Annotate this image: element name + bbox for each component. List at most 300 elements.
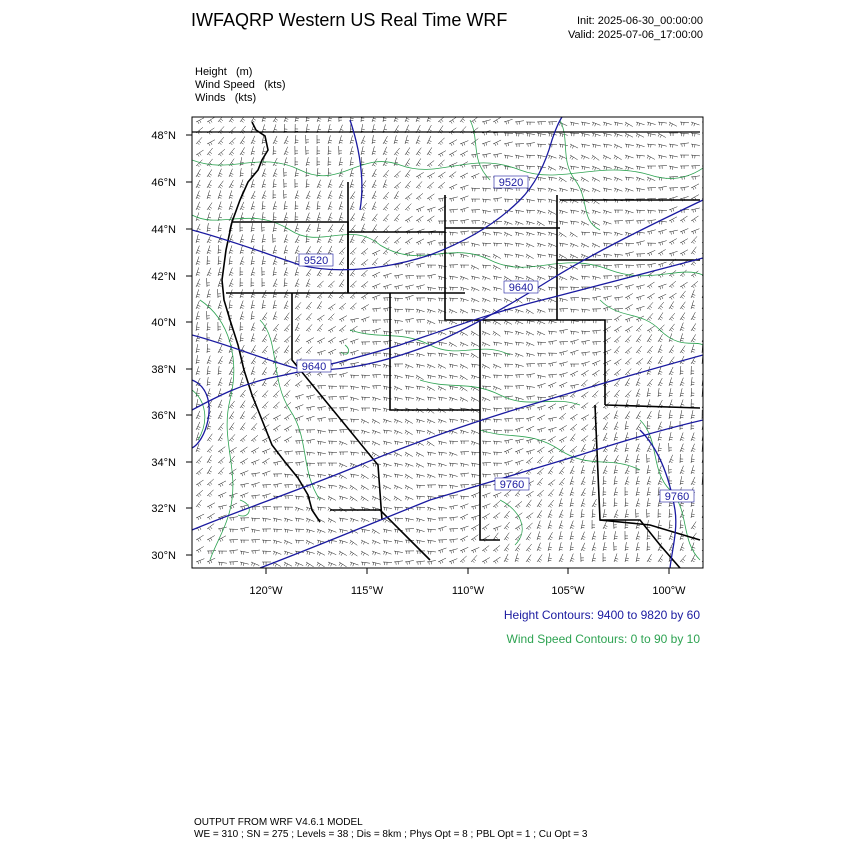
wind-barb [614, 210, 623, 213]
wind-barb [537, 531, 541, 540]
wind-barb [229, 447, 237, 453]
wind-barb [460, 242, 469, 246]
wind-barb [427, 182, 434, 189]
wind-barb [647, 263, 656, 267]
wind-barb [625, 210, 634, 214]
wind-barb [317, 407, 326, 411]
wind-barb [394, 485, 402, 489]
wind-barb [471, 397, 479, 402]
wind-barb [262, 169, 266, 177]
wind-barb [658, 229, 667, 234]
wind-barb [438, 353, 447, 357]
wind-barb [614, 284, 623, 289]
wind-barb [449, 298, 458, 301]
wind-barb [339, 429, 348, 433]
wind-barb [526, 500, 531, 508]
wind-barb [471, 173, 479, 179]
wind-barb [416, 430, 425, 434]
wind-barb [328, 224, 333, 232]
wind-barb [372, 540, 380, 544]
wind-barb [350, 386, 359, 390]
wind-barb [416, 319, 425, 323]
wind-barb [284, 507, 293, 510]
wind-barb [614, 336, 621, 343]
wind-barb [570, 232, 578, 237]
map-title: IWFAQRP Western US Real Time WRF [191, 10, 508, 30]
wind-barb [218, 202, 222, 210]
wind-barb [460, 219, 469, 223]
wind-barb [471, 298, 479, 302]
wind-barb [603, 369, 610, 376]
wind-barb [669, 122, 677, 127]
wind-barb [548, 436, 556, 442]
wind-barb [581, 425, 588, 432]
wind-barb [658, 334, 663, 342]
wind-barb [548, 287, 557, 291]
wind-barb [240, 333, 244, 342]
wind-barb [207, 159, 213, 167]
wind-barb [460, 526, 469, 531]
wind-barb [691, 465, 695, 474]
wind-barb [339, 280, 344, 288]
wind-barb [416, 507, 425, 510]
wind-barb [658, 388, 661, 397]
wind-barb [647, 487, 651, 496]
wind-barb [295, 179, 298, 188]
wind-barb [592, 465, 596, 474]
wind-barb [284, 551, 293, 555]
wind-barb [317, 324, 323, 331]
wind-barb [625, 285, 634, 290]
wind-barb [284, 474, 293, 478]
wind-barb [416, 136, 420, 144]
wind-barb [383, 237, 389, 244]
wind-barb [493, 441, 502, 444]
wind-barb [460, 484, 469, 487]
wind-barb [460, 265, 469, 268]
wind-barb [427, 507, 436, 511]
wind-barb [196, 279, 200, 287]
lat-label: 32°N [151, 503, 176, 515]
wind-barb [383, 284, 392, 289]
wind-barb [405, 193, 412, 200]
wind-barb [339, 529, 348, 533]
wind-barb [548, 542, 552, 551]
wind-barb [449, 140, 457, 146]
wind-barb [482, 485, 491, 488]
wind-barb [350, 540, 358, 545]
wind-barb [471, 535, 478, 542]
wind-barb [647, 554, 652, 562]
wind-barb [405, 158, 410, 166]
wind-barb [207, 256, 210, 265]
wind-barb [658, 133, 666, 138]
wind-barb [449, 287, 458, 290]
wind-barb [614, 554, 618, 562]
wind-barb [251, 191, 256, 199]
wind-barb [306, 338, 314, 344]
wind-barb [295, 223, 299, 232]
wind-barb [482, 254, 490, 258]
wind-barb [559, 232, 567, 237]
wind-barb [394, 214, 400, 221]
wind-barb [317, 281, 324, 288]
wind-barb [361, 146, 365, 155]
wind-barb [196, 301, 200, 309]
wind-barb [669, 509, 672, 518]
wind-barb [306, 562, 314, 567]
wind-barb [636, 553, 640, 562]
wind-barb [361, 474, 369, 479]
wind-barb [548, 532, 553, 540]
wind-barb [526, 438, 535, 443]
lon-label: 105°W [551, 585, 585, 597]
wind-barb [526, 210, 535, 213]
wind-barb [691, 509, 695, 518]
wind-barb [394, 364, 403, 367]
wind-barb [460, 185, 469, 190]
wind-barb [614, 422, 618, 430]
wind-barb [647, 357, 652, 365]
wind-barb [614, 122, 623, 126]
wind-barb [515, 232, 524, 236]
wind-barb [537, 232, 546, 236]
wind-barb [218, 400, 222, 408]
wind-barb [680, 466, 684, 474]
wind-barb [427, 274, 436, 278]
wind-barb [658, 262, 666, 267]
wind-barb [625, 252, 634, 257]
wind-barb [295, 279, 299, 287]
contour-label: 9520 [303, 255, 329, 267]
wind-barb [691, 271, 698, 278]
wind-barb [438, 452, 447, 456]
wind-barb [614, 133, 622, 137]
wind-barb [647, 334, 652, 342]
wind-barb [548, 362, 557, 367]
wind-barb [691, 281, 698, 288]
wind-barb [273, 483, 282, 487]
wind-barb [196, 490, 203, 497]
wind-barb [306, 551, 315, 555]
wind-barb [691, 543, 695, 551]
wind-barb [482, 276, 490, 280]
wind-barb [273, 190, 276, 199]
wind-barb [460, 556, 467, 563]
wind-barb [372, 284, 380, 290]
wind-barb [372, 113, 376, 122]
wind-barb [196, 169, 201, 177]
wind-barb [647, 454, 650, 463]
wind-barb [372, 353, 381, 356]
wind-barb [482, 408, 491, 412]
wind-barb [581, 380, 588, 387]
wind-barb [515, 374, 524, 378]
wind-barb [449, 172, 456, 179]
wind-barb [306, 474, 315, 478]
wind-barb [636, 210, 645, 213]
height-contour-legend: Height Contours: 9400 to 9820 by 60 [503, 608, 700, 622]
wind-barb [603, 391, 610, 398]
wind-barb [625, 133, 633, 138]
wind-barb [295, 135, 298, 144]
wind-barb [284, 147, 288, 155]
wind-barb [691, 344, 695, 353]
wind-barb [449, 220, 458, 224]
wind-barb [570, 166, 579, 170]
wind-barb [405, 204, 411, 211]
wind-barb [581, 232, 590, 235]
wind-barb [592, 188, 600, 192]
wind-barb [240, 423, 245, 431]
wind-barb [537, 188, 546, 192]
wind-barb [416, 561, 425, 565]
wind-barb [427, 353, 436, 356]
wind-barb [504, 298, 512, 303]
wind-barb [581, 133, 590, 137]
wind-barb [482, 504, 490, 509]
wind-barb [328, 180, 332, 188]
wind-barb [372, 329, 381, 334]
wind-barb [328, 386, 337, 389]
wind-barb [207, 180, 212, 188]
wind-barb [273, 415, 281, 421]
wind-barb [361, 317, 369, 322]
wind-barb [592, 276, 601, 280]
wind-barb [284, 268, 288, 276]
wind-barb [636, 177, 644, 181]
wind-barb [702, 388, 705, 397]
wind-barb [262, 414, 269, 421]
wind-barb [383, 529, 392, 533]
wind-barb [471, 463, 480, 467]
wind-barb [559, 188, 568, 192]
wind-barb [592, 166, 600, 170]
wind-barb [361, 375, 370, 378]
wind-barb [240, 551, 249, 555]
wind-barb [449, 441, 458, 444]
wind-barb [680, 555, 686, 562]
wind-barb [658, 378, 663, 386]
wind-barb [581, 415, 589, 421]
wind-barb [581, 243, 589, 248]
wind-barb [295, 518, 304, 522]
wind-barb [317, 529, 325, 533]
wind-barb [603, 433, 607, 441]
wind-barb [196, 500, 202, 507]
wind-barb [680, 433, 684, 441]
wind-barb [471, 287, 479, 291]
wind-barb [240, 411, 245, 419]
wind-barb [581, 362, 590, 367]
wind-barb [691, 208, 700, 213]
wind-barb [559, 144, 568, 148]
wind-barb [647, 230, 656, 235]
wind-barb [339, 146, 342, 155]
wind-barb [273, 245, 277, 254]
wind-barb [218, 169, 222, 177]
wind-barb [251, 114, 256, 122]
wind-barb [339, 113, 342, 122]
wind-barb [207, 490, 214, 497]
wind-barb [427, 463, 436, 467]
wind-barb [537, 331, 545, 335]
wind-barb [207, 117, 215, 123]
wind-barb [625, 509, 629, 518]
wind-barb [394, 397, 403, 401]
wind-barb [262, 191, 266, 199]
wind-barb [592, 487, 596, 496]
wind-barb [229, 423, 234, 431]
wind-barb [614, 487, 618, 496]
wind-barb [339, 518, 348, 522]
wind-barb [207, 366, 211, 375]
wind-barb [482, 441, 491, 444]
wind-barb [427, 136, 431, 144]
wind-barb [636, 498, 640, 507]
wind-barb [240, 147, 245, 155]
wind-barb [251, 357, 256, 365]
wind-barb [284, 179, 287, 188]
wind-barb [438, 548, 446, 553]
wind-barb [691, 388, 694, 397]
wind-barb [537, 363, 546, 367]
wind-barb [240, 458, 248, 464]
wind-barb [603, 487, 606, 496]
wind-barb [218, 149, 225, 156]
wind-barb [570, 276, 578, 280]
wind-barb [383, 463, 392, 467]
wind-barb [339, 235, 344, 243]
wind-barb [570, 331, 579, 335]
wind-barb [592, 391, 598, 398]
wind-barb [284, 324, 290, 331]
wind-barb [691, 323, 696, 331]
wind-barb [251, 323, 255, 331]
wind-barb [493, 526, 501, 531]
wind-barb [251, 234, 255, 243]
wind-barb [251, 136, 255, 144]
wind-barb [240, 390, 246, 397]
wind-barb [515, 544, 520, 552]
wind-barb [493, 386, 501, 390]
wind-barb [273, 212, 276, 221]
wind-barb [262, 113, 266, 122]
wind-barb [295, 201, 298, 210]
wind-barb [207, 377, 211, 386]
wind-barb [240, 234, 244, 243]
wind-barb [251, 300, 255, 309]
wind-barb [669, 217, 677, 223]
wind-barb [493, 153, 502, 157]
wind-barb [405, 386, 414, 390]
wind-barb [350, 135, 354, 144]
wind-barb [570, 155, 578, 160]
wind-barb [251, 213, 255, 221]
wind-barb [339, 339, 347, 344]
wind-barb [416, 353, 425, 357]
wind-barb [526, 523, 533, 530]
wind-barb [449, 474, 458, 478]
wind-barb [504, 155, 513, 159]
wind-barb [394, 182, 401, 189]
wind-barb [669, 345, 674, 353]
wind-barb [383, 485, 391, 490]
wind-barb [614, 476, 618, 485]
wind-barb [570, 498, 574, 507]
wind-barb [668, 465, 672, 474]
wind-barb [504, 490, 511, 497]
wind-barb [647, 302, 653, 309]
wind-barb [229, 138, 236, 145]
wind-barb [427, 452, 436, 456]
wind-barb [306, 452, 315, 456]
wind-barb [240, 278, 243, 287]
wind-barb [361, 441, 370, 444]
wind-barb [273, 507, 282, 510]
wind-barb [251, 460, 259, 465]
wind-barb [405, 295, 414, 300]
wind-barb [526, 232, 535, 236]
wind-barb [306, 202, 310, 210]
wind-barb [680, 520, 683, 529]
wind-barb [229, 562, 238, 565]
wind-barb [416, 540, 425, 544]
wind-barb [669, 520, 672, 529]
wind-barb [559, 478, 565, 485]
wind-barb [240, 245, 244, 254]
wind-barb [625, 553, 629, 562]
wind-barb [614, 232, 623, 236]
wind-barb [581, 177, 589, 182]
wind-barb [471, 128, 478, 135]
wind-barb [526, 199, 535, 203]
wind-barb [570, 434, 575, 442]
wind-barb [669, 532, 673, 540]
wind-barb [515, 449, 523, 455]
wind-barb [658, 509, 661, 518]
wind-barb [603, 327, 611, 333]
wind-barb [614, 369, 621, 376]
wind-barb [482, 131, 491, 136]
wind-barb [251, 518, 260, 521]
wind-barb [504, 461, 513, 466]
wind-barb [647, 476, 651, 485]
wind-barb [240, 223, 243, 232]
wind-barb [196, 535, 204, 541]
wind-barb [592, 531, 596, 540]
wind-barb [350, 408, 359, 412]
wind-barb [218, 126, 224, 133]
wind-barb [691, 216, 698, 223]
wind-barb [372, 562, 381, 566]
wind-barb [471, 117, 478, 124]
wind-barb [240, 493, 248, 498]
wind-barb [493, 276, 502, 280]
wind-barb [592, 122, 600, 126]
wind-barb [427, 529, 436, 532]
wind-barb [383, 441, 392, 445]
wind-barb [240, 447, 247, 454]
wind-barb [636, 285, 645, 290]
wind-barb [405, 135, 409, 144]
wind-barb [372, 258, 378, 265]
wind-barb [548, 309, 557, 312]
wind-barb [493, 331, 501, 336]
wind-barb [449, 232, 458, 235]
wind-barb [592, 361, 600, 367]
wind-barb [383, 113, 386, 122]
